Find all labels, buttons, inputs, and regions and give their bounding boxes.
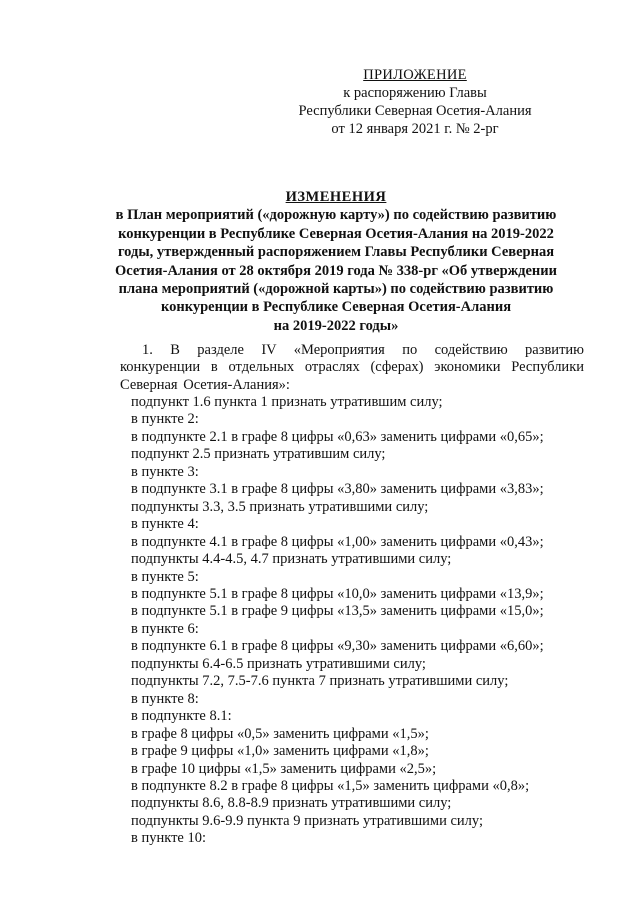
list-item: подпункты 7.2, 7.5-7.6 пункта 7 признать утратившими силу; — [131, 673, 509, 690]
list-item: подпункты 9.6-9.9 пункта 9 признать утратившими силу; — [131, 812, 483, 829]
list-item: подпункты 8.6, 8.8-8.9 признать утратившими силу; — [131, 795, 452, 812]
title-heading: ИЗМЕНЕНИЯ — [285, 189, 387, 205]
amendment-list — [131, 394, 591, 848]
list-item: в пункте 2: — [131, 411, 199, 428]
intro-paragraph: 1. В разделе IV «Мероприятия по содействию развитию конкуренции в отдельных отраслях (сферах) экономики Республики Северная Осетия-Алания»: — [120, 342, 584, 393]
list-item: в подпункте 5.1 в графе 8 цифры «10,0» заменить цифрами «13,9»; — [131, 585, 544, 602]
list-item: в графе 10 цифры «1,5» заменить цифрами «2,5»; — [131, 760, 437, 777]
list-item: в подпункте 2.1 в графе 8 цифры «0,63» заменить цифрами «0,65»; — [131, 428, 544, 445]
appendix-line: от 12 января 2021 г. № 2-рг — [331, 121, 499, 137]
list-item: подпункт 1.6 пункта 1 признать утратившим силу; — [131, 394, 443, 410]
title-line: Осетия-Алания от 28 октября 2019 года № 338-рг «Об утверждении — [114, 262, 557, 279]
list-item: в подпункте 3.1 в графе 8 цифры «3,80» заменить цифрами «3,83»; — [131, 481, 544, 498]
list-item: в пункте 5: — [131, 568, 199, 585]
list-item: в подпункте 8.2 в графе 8 цифры «1,5» заменить цифрами «0,8»; — [131, 777, 530, 794]
list-item: в подпункте 6.1 в графе 8 цифры «9,30» заменить цифрами «6,60»; — [131, 638, 544, 655]
list-item: подпункт 2.5 признать утратившим силу; — [131, 446, 386, 463]
list-item: в пункте 3: — [131, 463, 199, 480]
list-item: в графе 9 цифры «1,0» заменить цифрами «1,8»; — [131, 743, 429, 760]
title-line: в План мероприятий («дорожную карту») по содействию развитию — [115, 207, 557, 224]
list-item: в подпункте 8.1: — [131, 708, 232, 725]
title-line: плана мероприятий («дорожной карты») по содействию развитию — [118, 281, 554, 298]
appendix-block — [290, 66, 540, 138]
list-item: в пункте 8: — [131, 690, 199, 707]
appendix-line: к распоряжению Главы — [343, 85, 487, 101]
title-line: на 2019-2022 годы» — [273, 317, 399, 334]
appendix-line: Республики Северная Осетия-Алания — [298, 103, 532, 119]
list-item: в подпункте 4.1 в графе 8 цифры «1,00» заменить цифрами «0,43»; — [131, 533, 544, 550]
list-item: подпункты 6.4-6.5 признать утратившими силу; — [131, 655, 426, 672]
appendix-heading: ПРИЛОЖЕНИЕ — [363, 67, 467, 83]
document-title — [86, 188, 586, 335]
title-line: конкуренции в Республике Северная Осетия-Алания — [160, 299, 512, 316]
title-line: конкуренции в Республике Северная Осетия-Алания на 2019-2022 — [118, 225, 554, 242]
list-item: подпункты 4.4-4.5, 4.7 признать утратившими силу; — [131, 551, 452, 568]
list-item: подпункты 3.3, 3.5 признать утратившими силу; — [131, 498, 429, 515]
list-item: в графе 8 цифры «0,5» заменить цифрами «1,5»; — [131, 725, 429, 742]
list-item: в подпункте 5.1 в графе 9 цифры «13,5» заменить цифрами «15,0»; — [131, 603, 544, 620]
list-item: в пункте 6: — [131, 620, 199, 637]
title-line: годы, утвержденный распоряжением Главы Республики Северная — [117, 244, 555, 261]
list-item: в пункте 4: — [131, 516, 199, 533]
list-item: в пункте 10: — [131, 830, 207, 847]
